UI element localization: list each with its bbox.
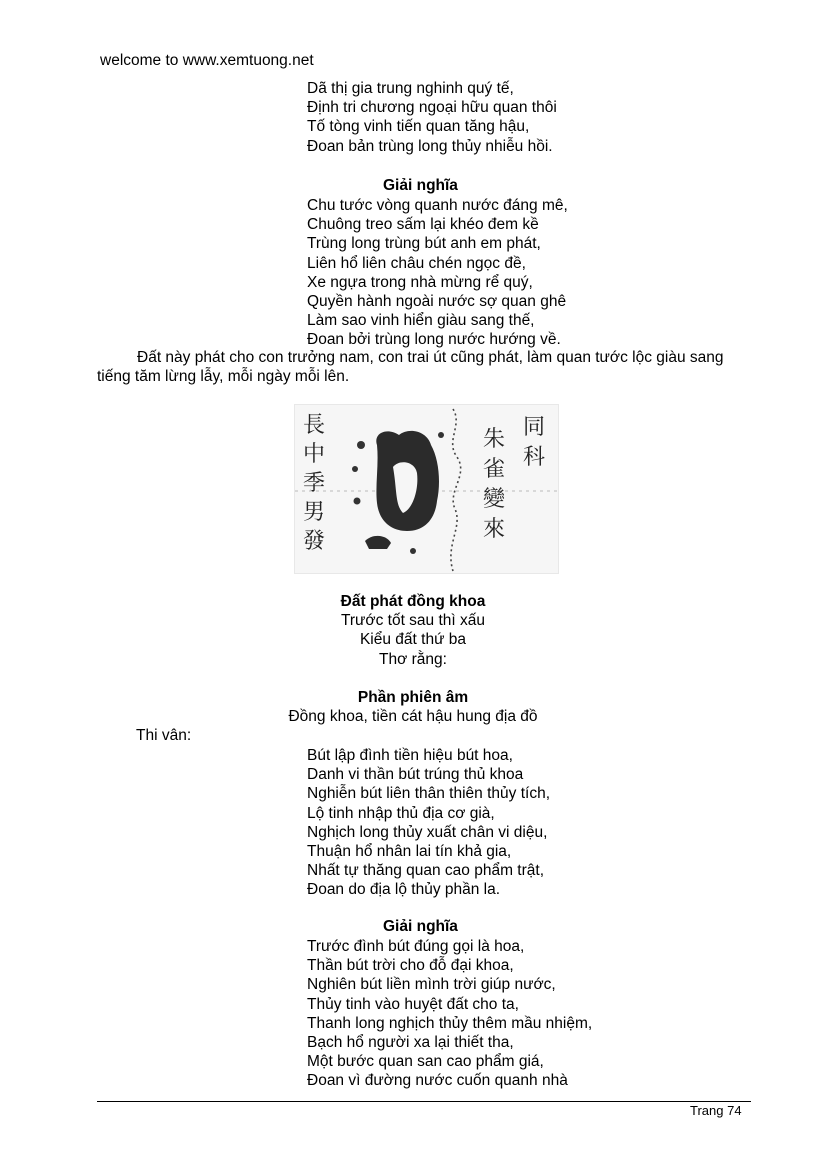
feng-shui-diagram xyxy=(294,404,559,574)
page-number: Trang 74 xyxy=(690,1103,742,1118)
transliteration-subtitle: Đồng khoa, tiền cát hậu hung địa đồ xyxy=(288,708,538,726)
section-heading-giai-nghia-1: Giải nghĩa xyxy=(383,177,458,194)
poem-line: Dã thị gia trung nghinh quý tế, xyxy=(307,80,514,97)
footer-divider xyxy=(97,1101,751,1102)
poem-line: Thanh long nghịch thủy thêm mầu nhiệm, xyxy=(307,1014,593,1032)
poem-explanation-2 xyxy=(307,937,592,1091)
poem-transliteration-1 xyxy=(307,79,557,156)
poem-line: Xe ngựa trong nhà mừng rể quý, xyxy=(307,273,533,291)
poem-line: Danh vi thần bút trúng thủ khoa xyxy=(307,766,524,784)
thi-van-label: Thi vân: xyxy=(136,727,192,744)
land-type-line: Trước tốt sau thì xấu xyxy=(340,612,486,630)
description-paragraph xyxy=(97,348,757,386)
poem-line: Đoan do địa lộ thủy phần la. xyxy=(307,881,501,899)
poem-line: Đoan bởi trùng long nước hướng về. xyxy=(307,331,561,349)
section-heading-giai-nghia-2: Giải nghĩa xyxy=(383,918,458,935)
poem-line: Đoan bản trùng long thủy nhiễu hồi. xyxy=(307,137,553,155)
figure-right-chinese-text-1: 同科 xyxy=(523,415,546,470)
poem-line: Nhất tự thăng quan cao phẩm trật, xyxy=(307,862,544,880)
poem-line: Đoan vì đường nước cuốn quanh nhà xyxy=(307,1072,568,1090)
poem-line: Thuận hổ nhân lai tín khả gia, xyxy=(307,843,512,861)
poem-line: Bút lập đình tiền hiệu bút hoa, xyxy=(307,747,513,764)
poem-line: Thần bút trời cho đỗ đại khoa, xyxy=(307,957,514,975)
poem-transliteration-2 xyxy=(307,746,550,900)
poem-explanation-1 xyxy=(307,196,568,350)
poem-line: Nghiên bút liền mình trời giúp nước, xyxy=(307,976,556,994)
paragraph-text: Đất này phát cho con trưởng nam, con trai út cũng phát, làm quan tước lộc giàu sang tiếng tăm lừng lẫy, mỗi ngày mỗi lên. xyxy=(97,349,724,386)
poem-line: Tố tòng vinh tiến quan tăng hậu, xyxy=(307,118,530,136)
land-type-line: Kiểu đất thứ ba xyxy=(359,631,467,649)
poem-line: Thủy tinh vào huyệt đất cho ta, xyxy=(307,995,519,1013)
poem-line: Nghiễn bút liên thân thiên thủy tích, xyxy=(307,785,550,803)
poem-line: Một bước quan san cao phẩm giá, xyxy=(307,1053,544,1071)
poem-line: Bạch hổ người xa lại thiết tha, xyxy=(307,1034,514,1052)
transliteration-heading: Phần phiên âm xyxy=(357,689,469,706)
poem-line: Trùng long trùng bút anh em phát, xyxy=(307,235,541,253)
poem-line: Làm sao vinh hiển giàu sang thế, xyxy=(307,312,535,330)
poem-line: Liên hổ liên châu chén ngọc đề, xyxy=(307,254,526,272)
land-type-title: Đất phát đồng khoa xyxy=(340,593,486,610)
land-type-line: Thơ rằng: xyxy=(379,650,447,668)
land-type-section xyxy=(230,592,596,726)
poem-line: Nghịch long thủy xuất chân vi diệu, xyxy=(307,823,548,841)
site-header: welcome to www.xemtuong.net xyxy=(100,52,314,69)
poem-line: Trước đình bút đúng gọi là hoa, xyxy=(307,938,525,955)
poem-line: Định tri chương ngoại hữu quan thôi xyxy=(307,99,557,117)
poem-line: Chu tước vòng quanh nước đáng mê, xyxy=(307,197,568,214)
figure-left-chinese-text: 長中季男發 xyxy=(303,413,326,554)
poem-line: Quyền hành ngoài nước sợ quan ghê xyxy=(307,293,567,311)
diagram-drawing xyxy=(295,405,558,573)
poem-line: Chuông treo sấm lại khéo đem kề xyxy=(307,216,539,234)
poem-line: Lộ tinh nhập thủ địa cơ già, xyxy=(307,804,495,822)
figure-right-chinese-text-2: 朱雀變來 xyxy=(483,427,506,542)
